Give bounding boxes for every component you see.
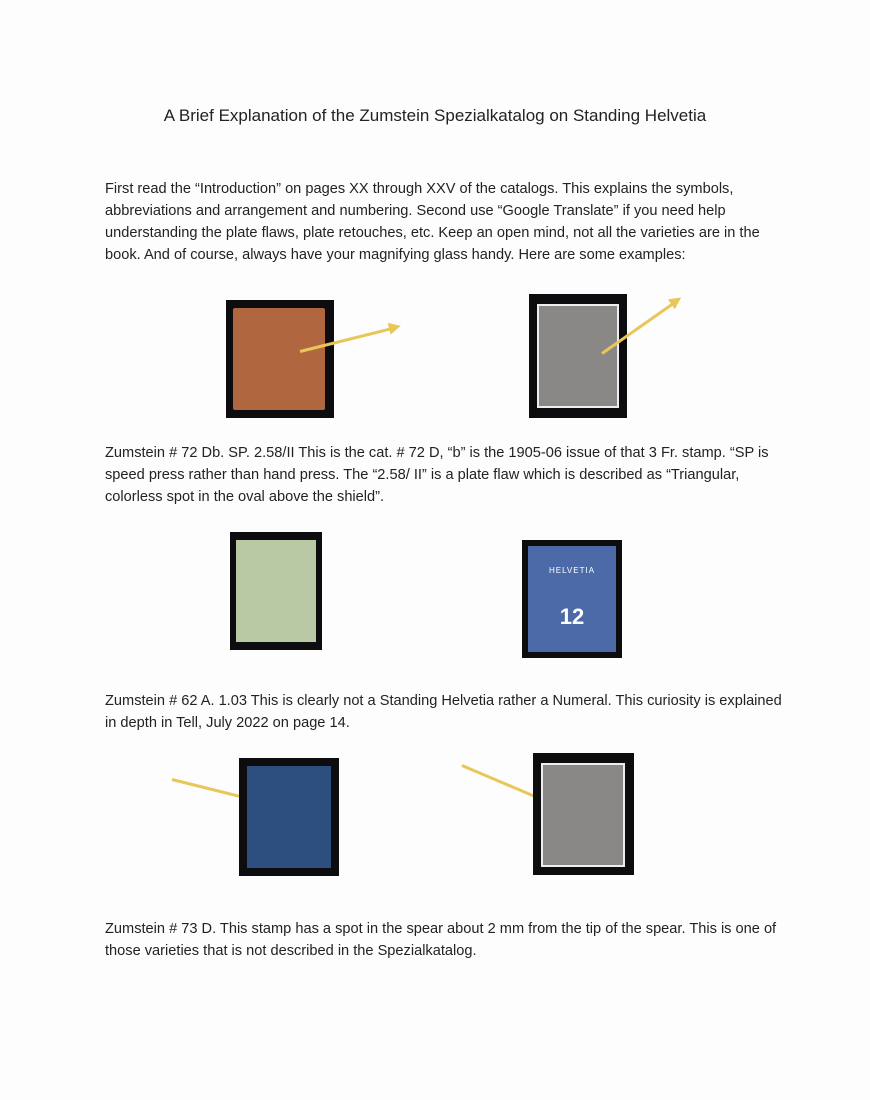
stamp-72db-brown xyxy=(233,308,325,410)
stamp-numeral-12-blue xyxy=(528,546,616,652)
stamp-73d-blue xyxy=(247,766,331,868)
stamp-proof-grey xyxy=(537,304,619,408)
example-1-description: Zumstein # 72 Db. SP. 2.58/II This is the cat. # 72 D, “b” is the 1905-06 issue of that 3 Fr. stamp. “SP is speed press rather than hand press. The “2.58/ II” is a plate flaw which is described as “Triangular, colorless spot in the oval above the shield”. xyxy=(105,445,769,505)
stamp-mount xyxy=(529,294,627,418)
example-3-description: Zumstein # 73 D. This stamp has a spot in the spear about 2 mm from the tip of the spear. This is one of those varieties that is not described in the Spezialkatalog. xyxy=(105,921,777,959)
stamp-country-text: HELVETIA xyxy=(548,566,596,575)
stamp-mount xyxy=(230,532,322,650)
stamp-62a-green xyxy=(236,540,316,642)
stamp-mount xyxy=(522,540,622,658)
stamp-mount xyxy=(226,300,334,418)
intro-paragraph: First read the “Introduction” on pages XX through XXV of the catalogs. This explains the symbols, abbreviations and arrangement and numbering. Second use “Google Translate” if you need help understanding the plate flaws, plate retouches, etc. Keep an open mind, not all the varieties are in the book. And of course, always have your magnifying glass handy. Here are some examples: xyxy=(105,181,760,263)
page-title: A Brief Explanation of the Zumstein Spezialkatalog on Standing Helvetia xyxy=(163,106,707,125)
stamp-value-text: 12 xyxy=(559,604,585,629)
example-2-description: Zumstein # 62 A. 1.03 This is clearly not a Standing Helvetia rather a Numeral. This curiosity is explained in depth in Tell, July 2022 on page 14. xyxy=(105,693,782,731)
stamp-mount xyxy=(533,753,634,875)
stamp-proof-grey xyxy=(541,763,625,867)
stamp-mount xyxy=(239,758,339,876)
